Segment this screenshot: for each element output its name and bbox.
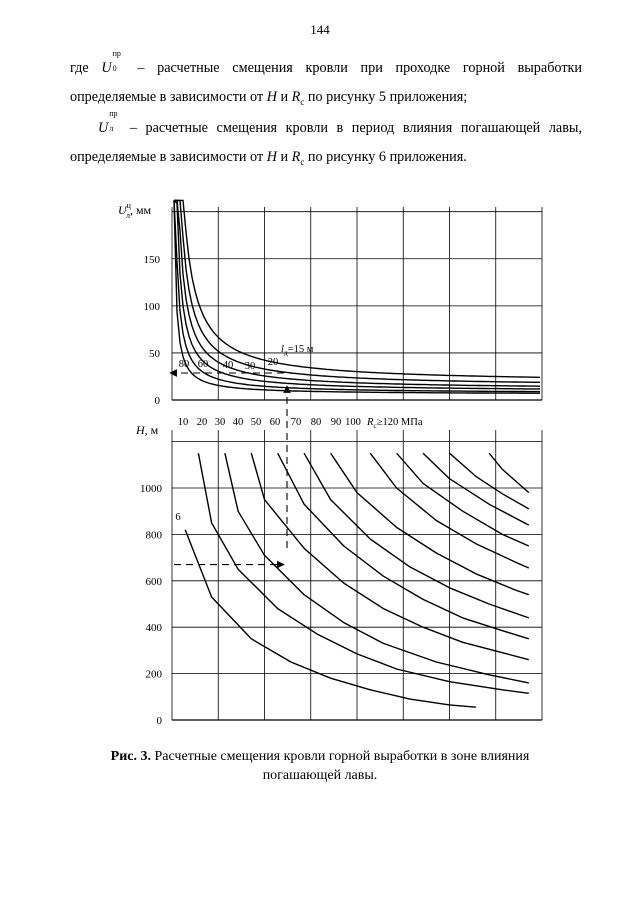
top-ytick-label: 0 [154, 395, 160, 407]
bottom-ytick-label: 200 [145, 668, 162, 681]
bottom-ytick-label: 0 [156, 715, 162, 727]
bottom-ytick-label: 600 [145, 575, 162, 588]
symbol-h: H [266, 149, 277, 166]
top-curve-label-80: 80 [178, 359, 190, 370]
bottom-curve-120 [489, 453, 529, 492]
top-ytick-label: 150 [143, 253, 160, 266]
top-y-axis-title: $U^ц$ л, мм [118, 201, 152, 220]
x-scale-label: 30 [214, 417, 226, 428]
x-scale-label: 70 [290, 417, 302, 428]
top-curve-label-40: 40 [222, 360, 234, 371]
top-ytick-label: 50 [149, 347, 160, 360]
symbol-u0: U пр 0 [101, 49, 121, 76]
x-scale-label: 50 [250, 417, 262, 428]
paragraph-2-text: – расчетные смещения кровли в период влияния погашающей лавы, [129, 120, 583, 136]
top-curve-label-60: 60 [197, 359, 209, 370]
top-curve-label-30: 30 [244, 361, 256, 372]
word-where: где [70, 60, 89, 76]
chart-labels [118, 201, 423, 727]
x-scale-label: 20 [196, 417, 208, 428]
x-scale-label: 90 [330, 417, 342, 428]
top-annotation-ld: $l_д=15$ м [281, 344, 314, 357]
caption-label: Рис. 3. [110, 749, 151, 764]
caption-line-1: Расчетные смещения кровли горной выработки в зоне влияния [154, 749, 530, 764]
symbol-ul: U пр л [98, 109, 118, 136]
page-number: 144 [310, 22, 330, 37]
x-scale-label: $R_с\ge 120$ МПа [367, 417, 423, 430]
bottom-curve-90 [423, 453, 529, 525]
figure-caption [80, 748, 560, 786]
bottom-ytick-label: 1000 [140, 483, 162, 495]
caption-line-2: погашающей лавы. [262, 767, 378, 783]
x-scale-label: 10 [177, 417, 189, 428]
paragraph-1-line-2: определяемые в зависимости от H и $R_с$ по рисунку 5 приложения; [70, 89, 468, 108]
x-scale-label: 100 [345, 417, 361, 428]
top-curve-label-20: 20 [267, 357, 279, 368]
bottom-y-axis-title: H, м [136, 423, 159, 437]
bottom-curve-80 [397, 453, 529, 546]
top-ytick-label: 100 [143, 300, 160, 313]
bottom-curve-label-first: 6 [175, 512, 181, 523]
bottom-curve-50 [304, 453, 529, 618]
bottom-curve-10 [198, 453, 528, 693]
bottom-curve-60 [331, 453, 529, 595]
x-scale-label: 80 [310, 417, 322, 428]
bottom-curve-6 [185, 530, 476, 707]
bottom-ytick-label: 800 [145, 529, 162, 542]
x-scale-label: 60 [269, 417, 281, 428]
symbol-h: H [266, 89, 277, 106]
x-scale-label: 40 [232, 417, 244, 428]
bottom-grid [172, 430, 542, 720]
bottom-curve-100 [450, 453, 529, 509]
bottom-ytick-label: 400 [145, 622, 162, 635]
symbol-rc: $R_с$ [291, 149, 305, 168]
symbol-rc: $R_с$ [291, 89, 305, 108]
paragraph-1-text: – расчетные смещения кровли при проходке горной выработки [137, 60, 583, 76]
paragraph-2-line-2: определяемые в зависимости от H и $R_с$ по рисунку 6 приложения. [70, 149, 467, 168]
